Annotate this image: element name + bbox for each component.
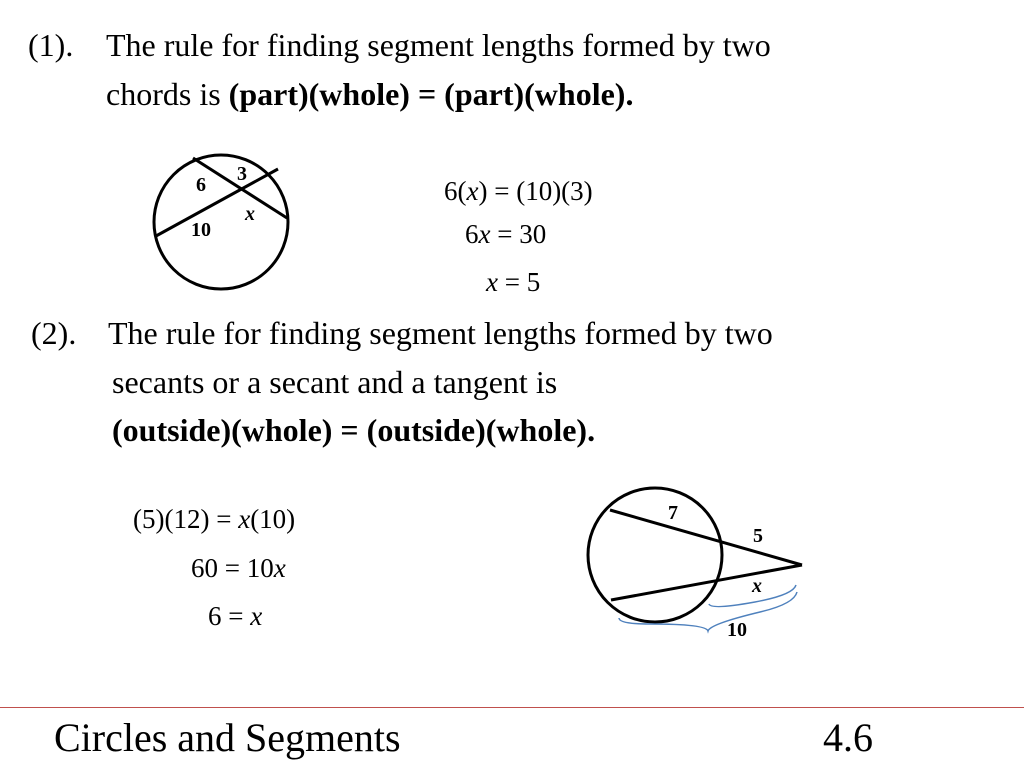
eq1b-part: 6 [465, 219, 479, 249]
rule1-prefix: (1). [28, 27, 74, 63]
eq2a-rest: (10) [250, 504, 296, 534]
secant-label-5: 5 [753, 525, 763, 547]
rule1-line1: The rule for finding segment lengths formed by two [106, 27, 771, 63]
eq1a-var: x [466, 176, 479, 206]
chord-label-x: x [245, 203, 255, 225]
eq2c-var: x [250, 601, 263, 631]
footer-divider [0, 707, 1024, 708]
rule1-formula: (part)(whole) = (part)(whole). [228, 76, 634, 112]
chord-label-3: 3 [237, 163, 247, 185]
eq1a-part: 6( [444, 176, 467, 206]
eq1c-var: x [486, 267, 498, 297]
eq2b-var: x [273, 553, 286, 583]
secant-lower [611, 565, 802, 600]
rule2-line2: secants or a secant and a tangent is [112, 364, 558, 400]
rule1-line2-plain: chords is [106, 76, 229, 112]
rule2-prefix: (2). [31, 315, 77, 351]
footer-section-number: 4.6 [823, 715, 873, 760]
eq1a-rest: ) = (10)(3) [478, 176, 593, 206]
eq2b-part: 60 = 10 [191, 553, 274, 583]
rule2-formula: (outside)(whole) = (outside)(whole). [112, 412, 596, 448]
eq1c-rest: = 5 [497, 267, 541, 297]
eq1b-var: x [478, 219, 491, 249]
secant-label-x: x [752, 575, 762, 597]
eq2c-part: 6 = [208, 601, 251, 631]
secant-upper [610, 510, 802, 565]
footer-title: Circles and Segments [54, 715, 401, 760]
secant-label-7: 7 [668, 502, 678, 524]
chord-label-6: 6 [196, 174, 206, 196]
secants-circle [588, 488, 722, 622]
eq1b-rest: = 30 [490, 219, 547, 249]
eq2a-var: x [238, 504, 251, 534]
secant-label-10: 10 [727, 619, 747, 641]
rule2-line1: The rule for finding segment lengths formed by two [108, 315, 773, 351]
eq2a-part: (5)(12) = [133, 504, 239, 534]
chord-label-10: 10 [191, 219, 211, 241]
